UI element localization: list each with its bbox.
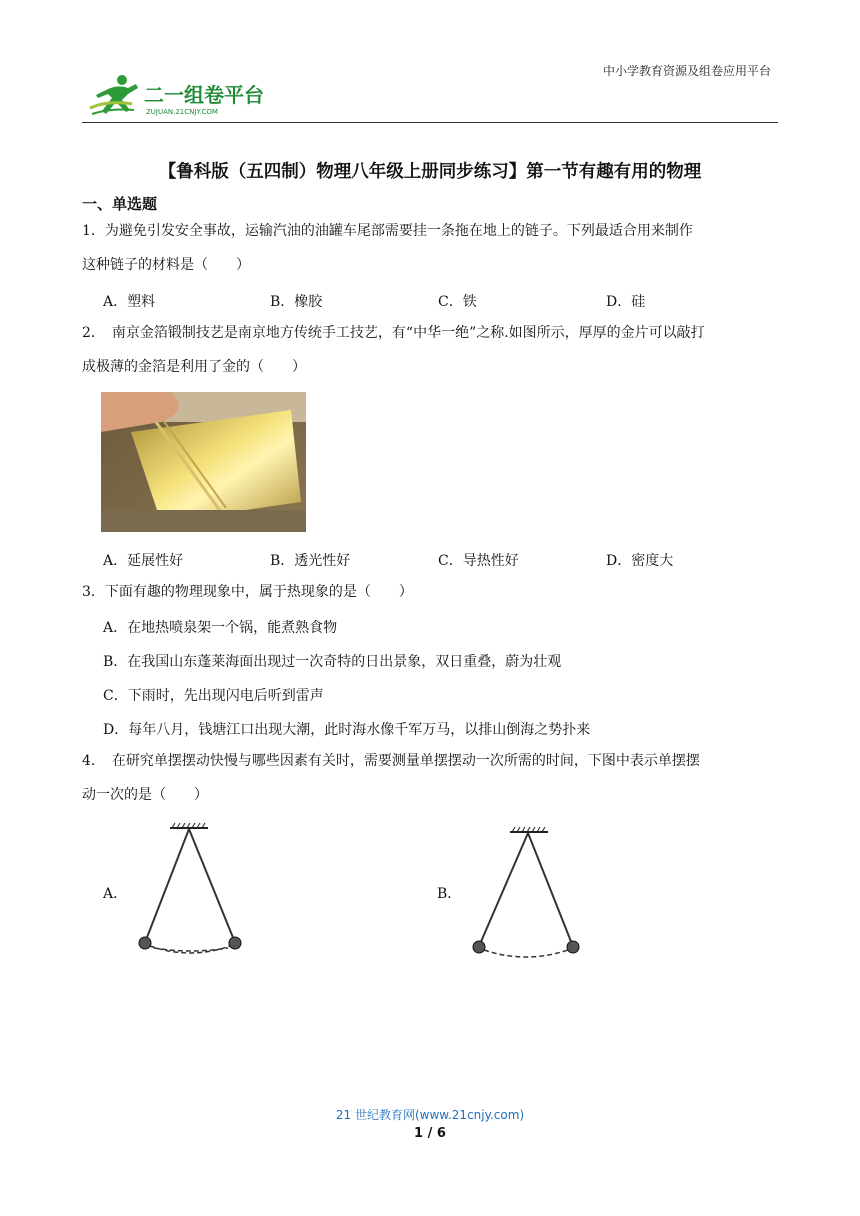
- q2-option-b: B．透光性好: [270, 553, 351, 569]
- q3-option-d: D．每年八月，钱塘江口出现大潮，此时海水像千军万马，以排山倒海之势扑来: [103, 722, 591, 738]
- question-4-line2: 动一次的是（ ）: [82, 787, 208, 803]
- q3-option-c: C．下雨时，先出现闪电后听到雷声: [103, 688, 324, 704]
- q4-option-a: A．: [103, 886, 128, 902]
- pendulum-diagram-a: [130, 822, 250, 967]
- logo-subtext: ZUJUAN.21CNJY.COM: [146, 108, 218, 116]
- header-platform-text: 中小学教育资源及组卷应用平台: [602, 64, 771, 78]
- question-2-line1: 2． 南京金箔锻制技艺是南京地方传统手工技艺，有“中华一绝”之称.如图所示，厚厚的金片可以敲打: [82, 325, 705, 341]
- question-3-line1: 3．下面有趣的物理现象中，属于热现象的是（ ）: [82, 584, 413, 600]
- question-1: [82, 214, 778, 282]
- question-1-line1: 1．为避免引发安全事故，运输汽油的油罐车尾部需要挂一条拖在地上的链子。下列最适合用来制作: [82, 223, 693, 239]
- runner-logo-icon: [88, 70, 273, 120]
- header-divider: [82, 122, 778, 123]
- q2-option-a: A．延展性好: [103, 553, 184, 569]
- pendulum-diagram-b: [464, 826, 584, 971]
- footer-site-link[interactable]: 21 世纪教育网(www.21cnjy.com): [335, 1108, 525, 1122]
- logo-text: 二一组卷平台: [144, 83, 264, 107]
- section-heading: 一、单选题: [82, 195, 158, 213]
- question-4: [82, 744, 778, 812]
- q1-option-d: D．硅: [606, 294, 646, 310]
- q3-option-a: A．在地热喷泉架一个锅，能煮熟食物: [103, 620, 338, 636]
- q2-option-c: C．导热性好: [438, 553, 519, 569]
- document-title: 【鲁科版（五四制）物理八年级上册同步练习】第一节有趣有用的物理: [158, 162, 702, 182]
- q1-option-b: B．橡胶: [270, 294, 323, 310]
- question-4-line1: 4． 在研究单摆摆动快慢与哪些因素有关时，需要测量单摆摆动一次所需的时间，下图中表示单摆摆: [82, 753, 700, 769]
- gold-leaf-photo: [101, 392, 306, 532]
- q2-option-d: D．密度大: [606, 553, 674, 569]
- q3-option-b: B．在我国山东蓬莱海面出现过一次奇特的日出景象，双日重叠，蔚为壮观: [103, 654, 562, 670]
- question-3: [82, 575, 778, 609]
- q1-option-a: A．塑料: [103, 294, 156, 310]
- page-number: 1 / 6: [414, 1126, 446, 1141]
- q4-option-b: B．: [437, 886, 462, 902]
- question-1-line2: 这种链子的材料是（ ）: [82, 257, 250, 273]
- question-2-line2: 成极薄的金箔是利用了金的（ ）: [82, 359, 306, 375]
- q1-option-c: C．铁: [438, 294, 477, 310]
- question-2: [82, 316, 778, 384]
- platform-logo: [88, 70, 273, 120]
